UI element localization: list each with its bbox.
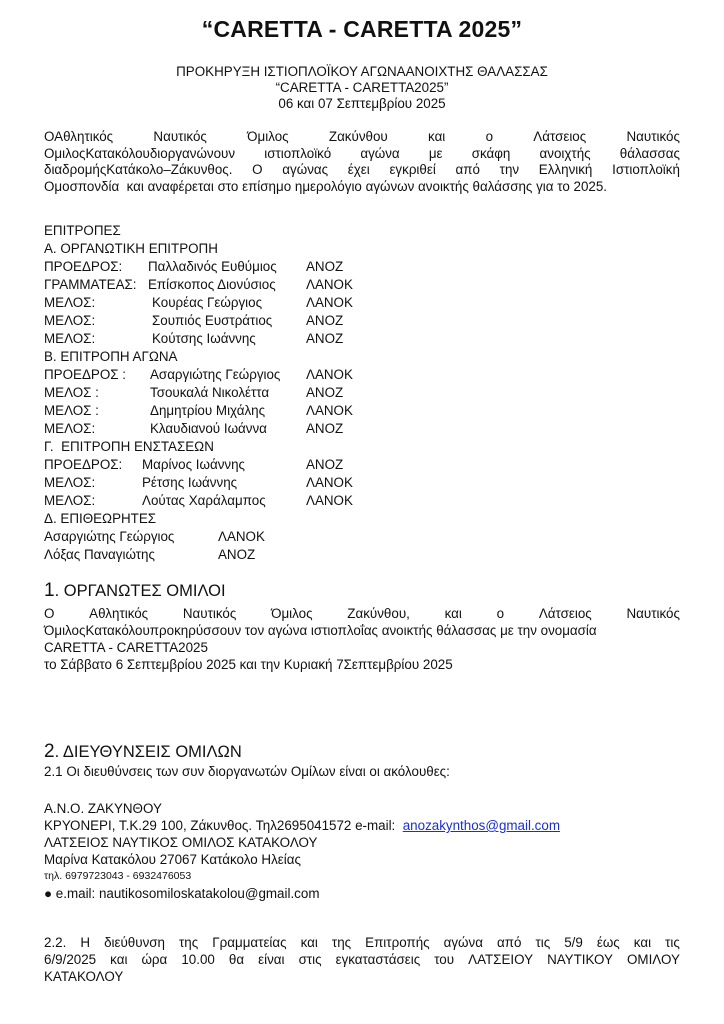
section-number: 1: [44, 580, 55, 601]
section-1-line-2: ΌμιλοςΚατακόλουπροκηρύσσουν τον αγώνα ιστιοπλοΐας ανοικτής θάλασσας με την ονομασία: [44, 623, 597, 638]
role: ΓΡΑΜΜΑΤΕΑΣ:: [44, 277, 137, 292]
member-name: Ρέτσης Ιωάννης: [142, 475, 238, 490]
club: ΛΑΝΟΚ: [306, 403, 353, 418]
word: Όμιλος: [271, 606, 313, 621]
word: Ναυτικός: [153, 129, 207, 144]
word: ανοιχτής: [539, 145, 591, 161]
word: και: [300, 935, 318, 950]
member-name: Ασαργιώτης Γεώργιος: [44, 529, 175, 544]
word: διεύθυνση: [104, 935, 165, 950]
role: ΜΕΛΟΣ:: [44, 313, 96, 328]
committee-row: [44, 474, 444, 492]
word: θάλασσας: [619, 145, 680, 161]
word: Ελληνική: [538, 162, 593, 177]
word: τις: [665, 935, 680, 950]
role: ΠΡΟΕΔΡΟΣ:: [44, 457, 123, 472]
word: και: [110, 952, 128, 967]
word: και: [444, 606, 462, 621]
word: και: [633, 935, 652, 950]
committee-row: [44, 456, 444, 474]
word: εγκαταστάσεις: [335, 952, 421, 967]
club-1-name: Α.Ν.Ο. ΖΑΚΥΝΘΟΥ: [44, 801, 162, 816]
member-name: Σουπιός Ευστράτιος: [152, 313, 273, 328]
role: ΠΡΟΕΔΡΟΣ :: [44, 367, 126, 382]
member-name: Κουρέας Γεώργιος: [152, 295, 263, 310]
club: ΑΝΟΖ: [306, 457, 344, 472]
word: θα: [228, 952, 245, 967]
member-name: Κλαυδιανού Ιωάννα: [150, 421, 267, 436]
role: ΜΕΛΟΣ:: [44, 421, 96, 436]
word: Η: [80, 935, 91, 950]
committees-section: [44, 222, 444, 564]
section-2-2-line-1: [44, 934, 680, 951]
word: αγώνας: [282, 162, 329, 177]
race-committee-title: Β. ΕΠΙΤΡΟΠΗ ΑΓΩΝΑ: [44, 349, 178, 364]
section-organizing-clubs: [44, 580, 680, 673]
club: ΛΑΝΟΚ: [306, 493, 353, 508]
word: ΟΜΙΛΟΥ: [627, 952, 680, 967]
club: ΑΝΟΖ: [218, 547, 256, 562]
club-1-address-text: ΚΡΥΟΝΕΡΙ, Τ.Κ.29 100, Ζάκυνθος. Τηλ2695041572 e-mail:: [44, 818, 403, 833]
section-number: 2: [44, 741, 55, 762]
club-1-address: [44, 817, 680, 834]
club-2-phone: τηλ. 6979723043 - 6932476053: [44, 870, 192, 882]
section-1-line-1: [44, 605, 680, 622]
committee-row: [44, 420, 444, 438]
word: Γραμματείας: [212, 935, 287, 950]
section-title: . ΟΡΓΑΝΩΤΕΣ ΟΜΙΛΟΙ: [54, 582, 226, 600]
committee-row: [44, 402, 444, 420]
club: ΑΝΟΖ: [306, 385, 344, 400]
committee-row: [44, 384, 444, 402]
club-addresses: [44, 800, 680, 902]
club: ΛΑΝΟΚ: [306, 367, 353, 382]
club: ΑΝΟΖ: [306, 421, 344, 436]
word: Ναυτικός: [182, 606, 237, 621]
section-1-body: [44, 605, 680, 673]
word: έχει: [347, 162, 370, 177]
section-2-2-paragraph: [44, 934, 680, 985]
section-2-2-line-3: ΚΑΤΑΚΟΛΟΥ: [44, 969, 124, 984]
announcement-header: [0, 64, 724, 112]
role: ΜΕΛΟΣ:: [44, 475, 96, 490]
intro-paragraph: [44, 129, 680, 195]
word: Επιτροπής: [365, 935, 430, 950]
word: Ζακύνθου,: [347, 606, 410, 621]
word: Λάτσειος: [533, 129, 587, 144]
committee-row: [44, 312, 444, 330]
committees-heading: ΕΠΙΤΡΟΠΕΣ: [44, 223, 121, 238]
member-name: Τσουκαλά Νικολέττα: [150, 385, 270, 400]
word: με: [428, 145, 443, 161]
club: ΑΝΟΖ: [306, 259, 344, 274]
section-title: . ΔΙΕΥΘΥΝΣΕΙΣ ΟΜΙΛΩΝ: [54, 743, 242, 761]
word: είναι: [258, 952, 285, 967]
section-2-2-line-2: [44, 951, 680, 968]
word: Ιστιοπλοϊκή: [612, 162, 680, 177]
member-name: Παλλαδινός Ευθύμιος: [148, 259, 277, 274]
club: ΛΑΝΟΚ: [306, 475, 353, 490]
word: τις: [535, 935, 551, 950]
section-2-1-text: 2.1 Οι διευθύνσεις των συν διοργανωτών Ομίλων είναι οι ακόλουθες:: [44, 764, 450, 779]
word: Όμιλος: [247, 129, 289, 144]
member-name: Δημητρίου Μιχάλης: [150, 403, 266, 418]
club-2-name: ΛΑΤΣΕΙΟΣ ΝΑΥΤΙΚΟΣ ΟΜΙΛΟΣ ΚΑΤΑΚΟΛΟΥ: [44, 835, 318, 850]
word: 10.00: [181, 952, 215, 967]
word: 6/9/2025: [44, 952, 97, 967]
inspectors-title: Δ. ΕΠΙΘΕΩΡΗΤΕΣ: [44, 511, 157, 526]
committee-row: [44, 258, 444, 276]
role: ΜΕΛΟΣ :: [44, 385, 99, 400]
word: από: [497, 935, 522, 950]
word: αγώνα: [443, 935, 483, 950]
inspector-row: [44, 528, 444, 546]
section-2-heading: [44, 741, 680, 763]
word: του: [434, 952, 455, 967]
word: Λάτσειος: [538, 606, 592, 621]
word: Ζακύνθου: [328, 129, 388, 144]
word: Ο: [44, 606, 55, 621]
protest-committee-title: Γ. ΕΠΙΤΡΟΠΗ ΕΝΣΤΑΣΕΩΝ: [44, 439, 214, 454]
committee-row: [44, 492, 444, 510]
word: από: [455, 162, 480, 177]
club: ΑΝΟΖ: [306, 313, 344, 328]
club-2-email: ● e.mail: nautikosomiloskatakolou@gmail.com: [44, 886, 320, 901]
word: ώρα: [141, 952, 168, 967]
role: ΜΕΛΟΣ:: [44, 493, 96, 508]
announcement-title: ΠΡΟΚΗΡΥΞΗ ΙΣΤΙΟΠΛΟΪΚΟΥ ΑΓΩΝΑΑΝΟΙΧΤΗΣ ΘΑΛΑΣΣΑΣ: [176, 64, 548, 79]
role: ΠΡΟΕΔΡΟΣ:: [44, 259, 123, 274]
race-name: “CARETTA - CARETTA2025”: [275, 80, 449, 95]
word: Ναυτικός: [626, 129, 680, 144]
section-1-line-3: CARETTA - CARETTA2025: [44, 640, 208, 655]
word: έως: [596, 935, 620, 950]
role: ΜΕΛΟΣ:: [44, 331, 96, 346]
word: 5/9: [564, 935, 583, 950]
word: εγκριθεί: [389, 162, 436, 177]
word: Ο: [252, 162, 263, 177]
word: σκάφη: [471, 145, 511, 161]
word: ΛΑΤΣΕΙΟΥ: [468, 952, 534, 967]
word: Αθλητικός: [89, 606, 149, 621]
member-name: Κούτσης Ιωάννης: [152, 331, 256, 346]
member-name: Λούτας Χαράλαμπος: [142, 493, 266, 508]
word: την: [499, 162, 520, 177]
inspector-row: [44, 546, 444, 564]
word: και: [428, 129, 446, 144]
member-name: Ασαργιώτης Γεώργιος: [150, 367, 281, 382]
member-name: Επίσκοπος Διονύσιος: [148, 277, 276, 292]
intro-line-4: Ομοσπονδία και αναφέρεται στο επίσημο ημερολόγιο αγώνων ανοικτής θαλάσσης για το 2025.: [44, 178, 608, 194]
role: ΜΕΛΟΣ:: [44, 295, 96, 310]
word: ιστιοπλοϊκό: [264, 145, 332, 161]
club: ΛΑΝΟΚ: [306, 277, 353, 292]
committee-row: [44, 330, 444, 348]
section-1-line-4: το Σάββατο 6 Σεπτεμβρίου 2025 και την Κυριακή 7Σεπτεμβρίου 2025: [44, 657, 453, 672]
word: ο: [485, 129, 494, 144]
role: ΜΕΛΟΣ :: [44, 403, 99, 418]
committee-row: [44, 366, 444, 384]
word: ο: [496, 606, 505, 621]
word: ΟΑθλητικός: [44, 129, 114, 144]
committee-row: [44, 294, 444, 312]
club: ΛΑΝΟΚ: [306, 295, 353, 310]
club-1-email-link[interactable]: anozakynthos@gmail.com: [402, 818, 560, 833]
intro-line-2: [44, 146, 680, 163]
member-name: Λόξας Παναγιώτης: [44, 547, 155, 562]
intro-line-3: [44, 162, 680, 179]
word: διαδρομήςΚατάκολο–Ζάκυνθος.: [44, 162, 233, 177]
word: αγώνα: [360, 145, 400, 161]
document-title: “CARETTA - CARETTA 2025”: [201, 16, 523, 42]
word: της: [179, 935, 199, 950]
word: της: [331, 935, 352, 950]
section-1-heading: [44, 580, 680, 602]
word: ΝΑΥΤΙΚΟΥ: [547, 952, 613, 967]
word: Ναυτικός: [626, 606, 680, 621]
member-name: Μαρίνος Ιωάννης: [142, 457, 246, 472]
intro-line-1: [44, 129, 680, 146]
club: ΛΑΝΟΚ: [218, 529, 265, 544]
club: ΑΝΟΖ: [306, 331, 344, 346]
section-club-addresses: [44, 741, 680, 780]
organizing-committee-title: Α. ΟΡΓΑΝΩΤΙΚΗ ΕΠΙΤΡΟΠΗ: [44, 241, 218, 256]
race-dates: 06 και 07 Σεπτεμβρίου 2025: [278, 96, 446, 111]
club-2-address: Μαρίνα Κατακόλου 27067 Κατάκολο Ηλείας: [44, 852, 301, 867]
committee-row: [44, 276, 444, 294]
word: ΟμιλοςΚατακόλουδιοργανώνουν: [44, 145, 236, 161]
word: στις: [298, 952, 322, 967]
word: 2.2.: [44, 935, 67, 950]
